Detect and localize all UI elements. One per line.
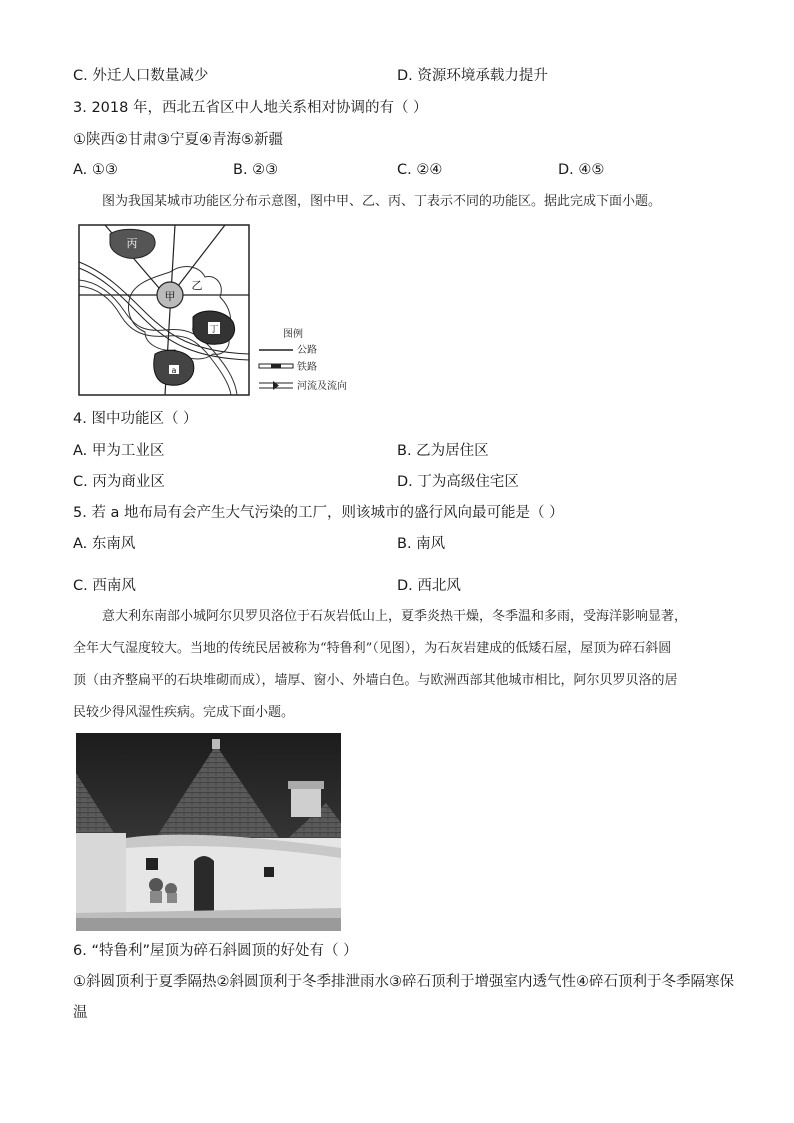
q3-stem: 3. 2018 年，西北五省区中人地关系相对协调的有（ ） — [73, 100, 428, 116]
q4-option-c: C. 丙为商业区 — [73, 474, 165, 490]
q6-items-line2: 温 — [73, 1005, 88, 1021]
label-bing: 丙 — [126, 237, 138, 250]
q4-option-d: D. 丁为高级住宅区 — [397, 474, 519, 490]
q3-option-d: D. ④⑤ — [558, 162, 605, 178]
map-intro: 图为我国某城市功能区分布示意图，图中甲、乙、丙、丁表示不同的功能区。据此完成下面小题。 — [102, 194, 662, 209]
photo-intro-line1: 意大利东南部小城阿尔贝罗贝洛位于石灰岩低山上，夏季炎热干燥，冬季温和多雨，受海洋影响显著， — [102, 609, 688, 624]
photo-intro-line2: 全年大气湿度较大。当地的传统民居被称为“特鲁利”（见图），为石灰岩建成的低矮石屋，屋顶为碎石斜圆 — [73, 641, 672, 656]
q3-option-a: A. ①③ — [73, 162, 118, 178]
q6-items-line1: ①斜圆顶利于夏季隔热②斜圆顶利于冬季排泄雨水③碎石顶利于增强室内透气性④碎石顶利于冬季隔寒保 — [73, 974, 734, 990]
q4-stem: 4. 图中功能区（ ） — [73, 411, 198, 427]
legend-river: 河流及流向 — [297, 381, 347, 392]
legend-road: 公路 — [297, 345, 317, 356]
q5-option-d: D. 西北风 — [397, 578, 461, 594]
label-jia: 甲 — [164, 290, 176, 303]
q5-stem: 5. 若 a 地布局有会产生大气污染的工厂，则该城市的盛行风向最可能是（ ） — [73, 505, 564, 521]
q4-option-b: B. 乙为居住区 — [397, 443, 489, 459]
label-yi: 乙 — [191, 279, 203, 292]
photo-intro-line4: 民较少得风湿性疾病。完成下面小题。 — [73, 705, 295, 720]
city-function-map — [75, 222, 365, 400]
legend-railway: 铁路 — [297, 362, 317, 373]
trulli-photo — [76, 733, 341, 931]
q5-option-a: A. 东南风 — [73, 536, 136, 552]
q2-option-c: C. 外迁人口数量减少 — [73, 68, 209, 84]
q3-items: ①陕西②甘肃③宁夏④青海⑤新疆 — [73, 132, 283, 148]
q3-option-b: B. ②③ — [233, 162, 279, 178]
photo-intro-line3: 顶（由齐整扁平的石块堆砌而成），墙厚、窗小、外墙白色。与欧洲西部其他城市相比，阿尔贝罗贝洛的居 — [73, 673, 678, 688]
q3-option-c: C. ②④ — [397, 162, 443, 178]
q5-option-c: C. 西南风 — [73, 578, 136, 594]
q6-stem: 6. “特鲁利”屋顶为碎石斜圆顶的好处有（ ） — [73, 943, 358, 959]
q4-option-a: A. 甲为工业区 — [73, 443, 165, 459]
label-ding: 丁 — [209, 325, 219, 335]
label-a: a — [171, 366, 177, 375]
legend-title: 图例 — [283, 329, 303, 340]
q5-option-b: B. 南风 — [397, 536, 446, 552]
q2-option-d: D. 资源环境承载力提升 — [397, 68, 548, 84]
